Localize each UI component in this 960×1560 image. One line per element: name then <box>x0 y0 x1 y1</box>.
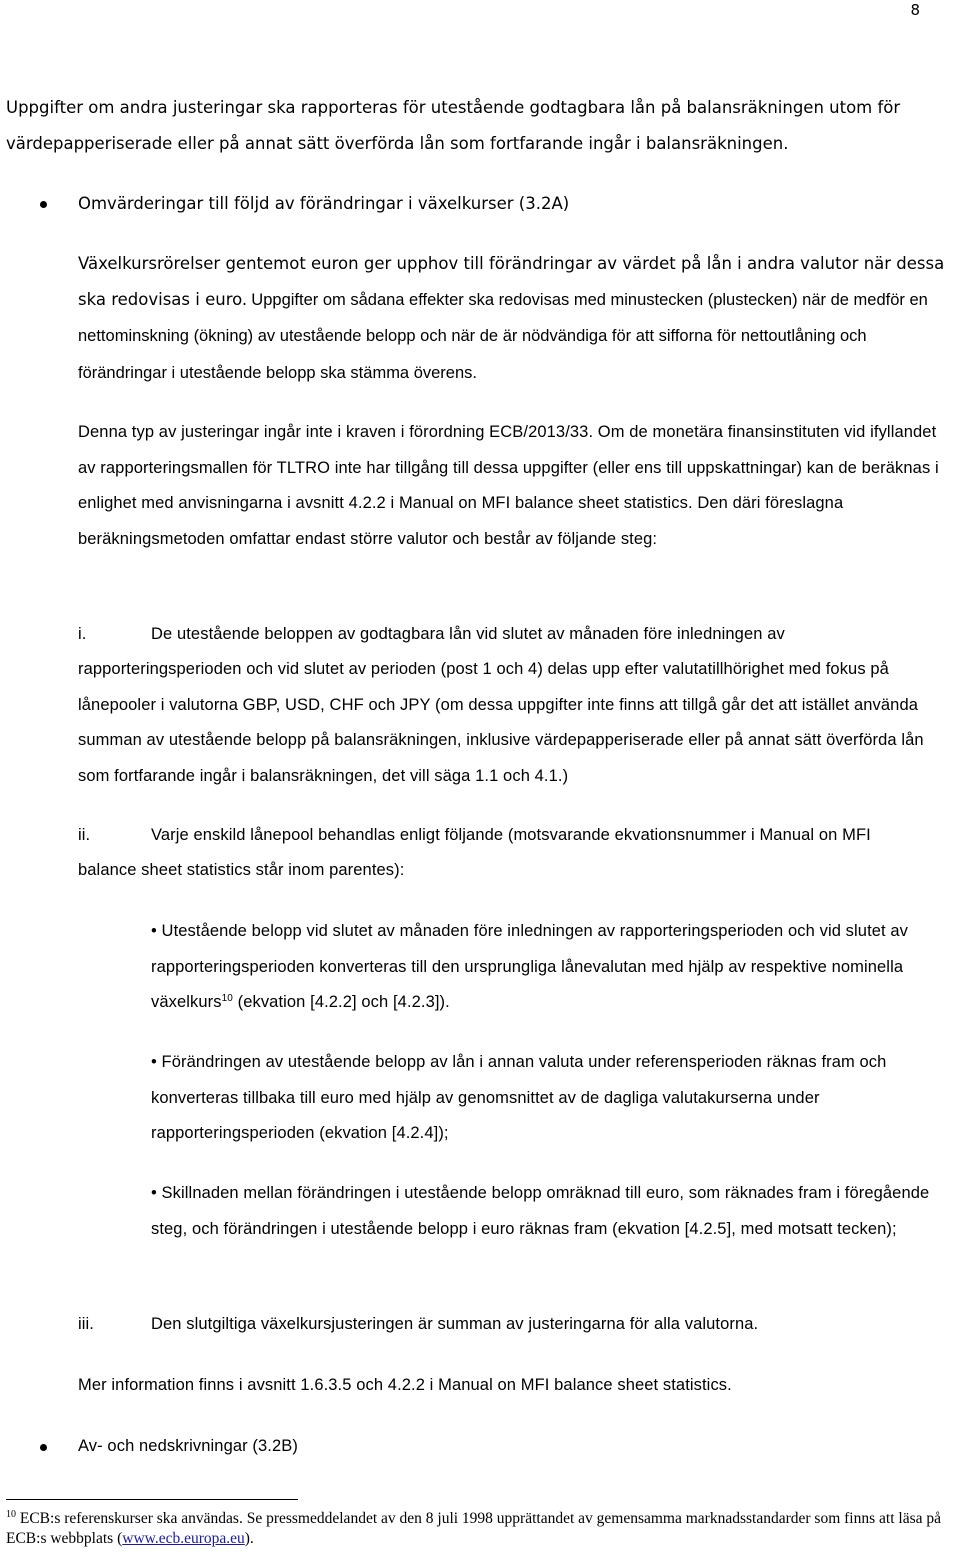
step-ii-first-line: Varje enskild lånepool behandlas enligt följande (motsvarande ekvationsnummer i Manual on MFI <box>151 826 871 844</box>
sub-bullet-item: • Skillnaden mellan förändringen i utestående belopp omräknad till euro, som räknades fram i föregående steg, och förändringen i utestående belopp i euro räknas fram (ekvation [4.2.5], med motsatt tecken); <box>151 1184 930 1238</box>
page-number: 8 <box>910 1 920 19</box>
sub-bullet-text-tail: (ekvation [4.2.2] och [4.2.3]). <box>232 993 450 1011</box>
section-heading-writedowns: Av- och nedskrivningar (3.2B) <box>78 1437 298 1455</box>
footnote <box>6 1509 956 1549</box>
bullet-dot-icon <box>40 1444 47 1451</box>
step-i-first-line: De utestående beloppen av godtagbara lån vid slutet av månaden före inledningen av <box>151 625 785 643</box>
step-i-marker: i. <box>78 625 87 643</box>
footnote-number: 10 <box>6 1509 16 1520</box>
footnote-text: ECB:s referenskurser ska användas. Se pressmeddelandet av den 8 juli 1998 upprättandet av gemensamma marknadsstandarder som finns att läsa på ECB:s webbplats ( <box>6 1510 941 1547</box>
exchange-rate-paragraph <box>78 246 948 391</box>
step-ii-marker: ii. <box>78 826 91 844</box>
footnote-divider <box>6 1499 298 1500</box>
sub-bullet-text: • Utestående belopp vid slutet av månaden före inledningen av rapporteringsperioden och vid slutet av rapporteringsperioden konverteras till den ursprungliga lånevalutan med hjälp av respektive nominella växelkurs <box>151 922 909 1011</box>
step-i-text: rapporteringsperioden och vid slutet av perioden (post 1 och 4) delas upp efter valutatillhörighet med fokus på lånepooler i valutorna GBP, USD, CHF och JPY (om dessa uppgifter inte finns att tillgå går det att istället använda summan av utestående belopp på balansräkningen, inklusive värdepapperiserade eller på annat sätt överförda lån som fortfarande ingår i balansräkningen, det vill säga 1.1 och 4.1.) <box>78 660 924 785</box>
intro-paragraph: Uppgifter om andra justeringar ska rapporteras för utestående godtagbara lån på balansräkningen utom för värdepapperiserade eller på annat sätt överförda lån som fortfarande ingår i balansräkningen. <box>6 98 901 153</box>
step-iii-marker: iii. <box>78 1315 94 1333</box>
ecb-website-link[interactable]: www.ecb.europa.eu <box>122 1530 245 1547</box>
more-info-paragraph: Mer information finns i avsnitt 1.6.3.5 och 4.2.2 i Manual on MFI balance sheet statistics. <box>78 1376 732 1394</box>
sub-bullet-item: • Förändringen av utestående belopp av lån i annan valuta under referensperioden räknas fram och konverteras tillbaka till euro med hjälp av genomsnittet av de dagliga valutakurserna under rapporteringsperioden (ekvation [4.2.4]); <box>151 1053 887 1142</box>
exchange-rate-detail: Uppgifter om sådana effekter ska redovisas med minustecken (plustecken) när de medför en nettominskning (ökning) av utestående belopp och när de är nödvändiga för att sifforna för nettoutlåning och förändringar i utestående belopp ska stämma överens. <box>78 290 928 382</box>
regulation-paragraph: Denna typ av justeringar ingår inte i kraven i förordning ECB/2013/33. Om de monetära finansinstituten vid ifyllandet av rapporteringsmallen för TLTRO inte har tillgång till dessa uppgifter (eller ens till uppskattningar) kan de beräknas i enlighet med anvisningarna i avsnitt 4.2.2 i Manual on MFI balance sheet statistics. Den däri föreslagna beräkningsmetoden omfattar endast större valutor och består av följande steg: <box>78 423 939 548</box>
footnote-tail: ). <box>244 1530 254 1547</box>
section-heading-exchange-rate: Omvärderingar till följd av förändringar i växelkurser (3.2A) <box>78 194 570 213</box>
sub-bullet-item <box>151 914 946 1021</box>
step-ii-text: balance sheet statistics står inom parentes): <box>78 861 405 879</box>
footnote-reference: 10 <box>221 993 233 1004</box>
exchange-rate-intro: Växelkursrörelser gentemot euron ger upphov till förändringar av värdet på lån i andra valutor när dessa ska redovisas i euro. <box>78 254 945 309</box>
step-iii-text: Den slutgiltiga växelkursjusteringen är summan av justeringarna för alla valutorna. <box>151 1315 759 1333</box>
bullet-dot-icon <box>40 201 47 208</box>
